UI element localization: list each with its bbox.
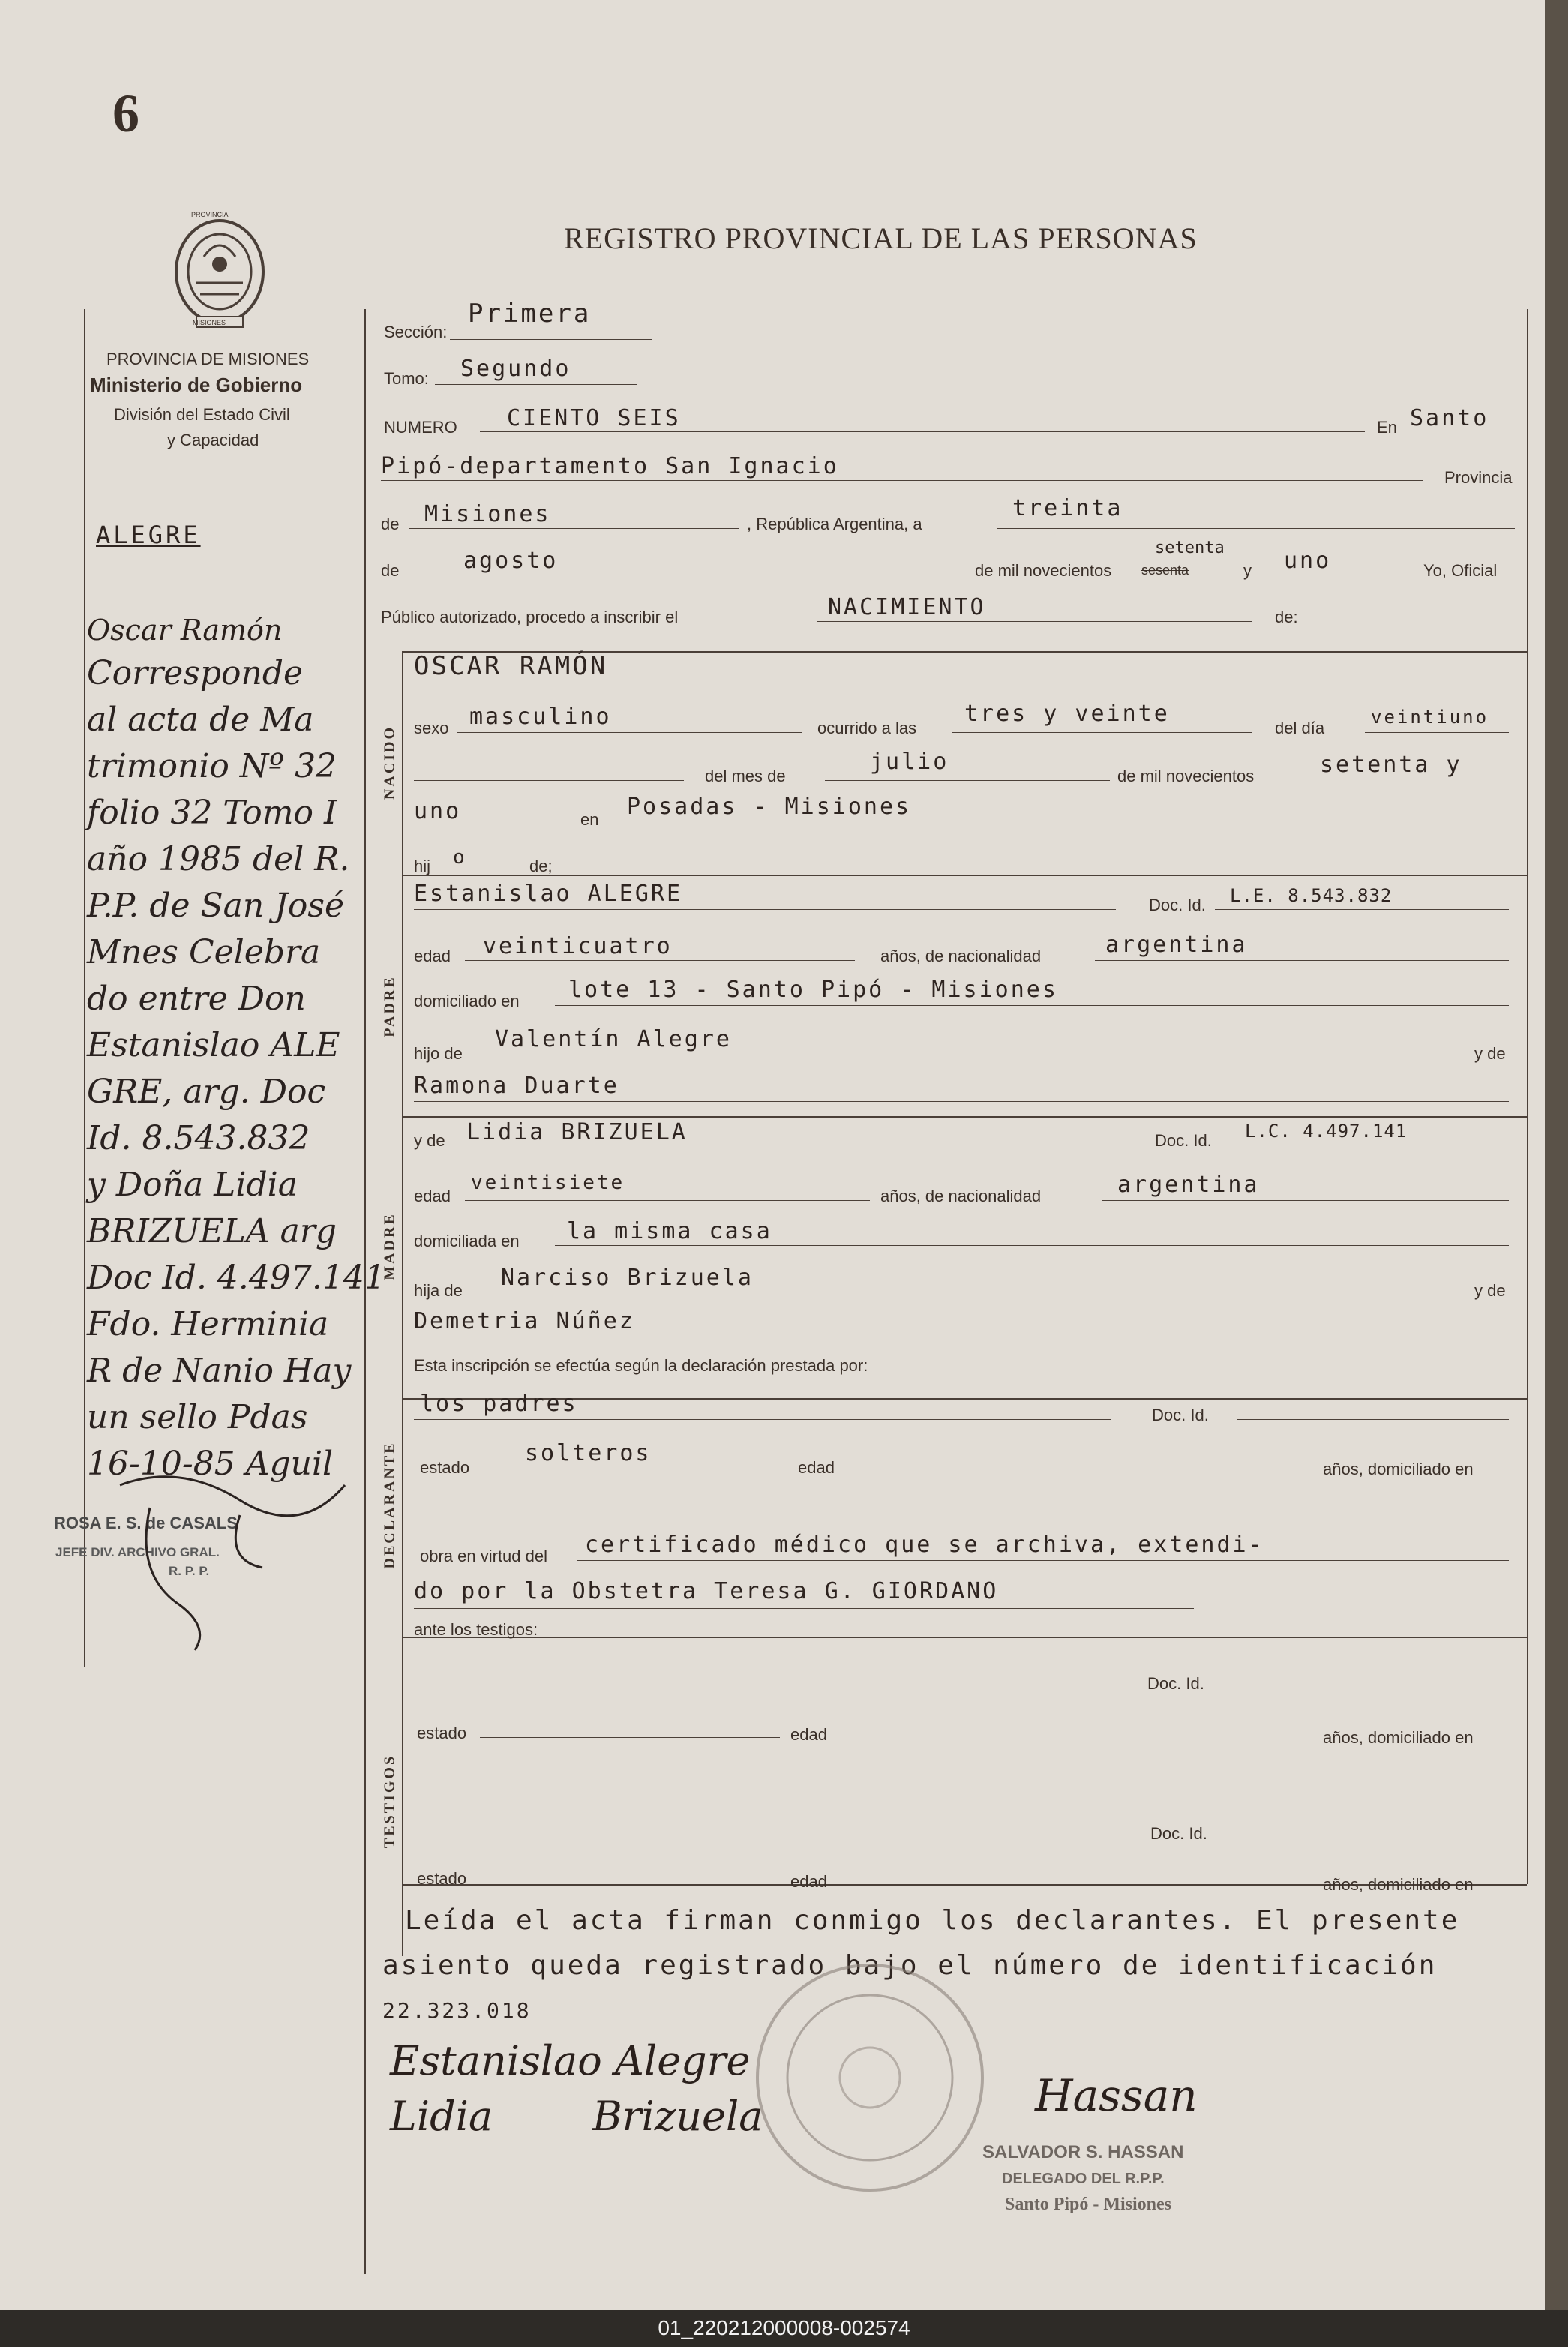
- label-estado-testigo1: estado: [417, 1724, 467, 1742]
- padre-domicilio: lote 13 - Santo Pipó - Misiones: [568, 977, 1058, 1003]
- registry-round-stamp: [750, 1958, 990, 2198]
- label-y-de-madre2: y de: [1474, 1281, 1506, 1300]
- madre-madre: Demetria Núñez: [414, 1308, 635, 1334]
- margin-note-line: Corresponde: [87, 654, 304, 692]
- label-edad-declarante: edad: [798, 1458, 835, 1477]
- label-en: En: [1377, 418, 1397, 437]
- label-de-semi: de;: [529, 857, 553, 875]
- archive-stamp-org: R. P. P.: [169, 1564, 210, 1578]
- side-label-nacido: NACIDO: [381, 725, 398, 800]
- label-anios-nac-padre: años, de nacionalidad: [880, 947, 1042, 965]
- signature-mother-last: Brizuela: [592, 2093, 763, 2140]
- padre-nacionalidad: argentina: [1105, 932, 1248, 958]
- margin-note-line: 16-10-85 Aguil: [87, 1445, 334, 1483]
- madre-padre: Narciso Brizuela: [501, 1265, 754, 1291]
- padre-madre: Ramona Duarte: [414, 1073, 619, 1099]
- label-obra: obra en virtud del: [420, 1547, 547, 1565]
- margin-note-line: Fdo. Herminia: [87, 1305, 329, 1343]
- label-de-mil: de mil novecientos: [975, 561, 1112, 580]
- label-en-lugar: en: [580, 810, 599, 829]
- value-anio-tachado: sesenta: [1141, 563, 1189, 578]
- label-anios-dom-declarante: años, domiciliado en: [1323, 1460, 1474, 1478]
- label-de: de: [381, 515, 400, 533]
- label-edad-testigo2: edad: [790, 1872, 827, 1891]
- label-doc-id-testigo1: Doc. Id.: [1147, 1674, 1204, 1693]
- label-estado-declarante: estado: [420, 1458, 470, 1477]
- label-publico: Público autorizado, procedo a inscribir el: [381, 608, 679, 626]
- coat-of-arms-emblem: [166, 212, 273, 332]
- label-yo-oficial: Yo, Oficial: [1423, 561, 1498, 580]
- value-mes-inscripcion: agosto: [463, 548, 559, 574]
- margin-note-line: GRE, arg. Doc: [87, 1073, 326, 1111]
- signature-father: Estanislao Alegre: [390, 2037, 751, 2084]
- margin-note-line: Id. 8.543.832: [87, 1119, 310, 1157]
- archive-stamp-title: JEFE DIV. ARCHIVO GRAL.: [55, 1545, 220, 1559]
- label-y-de-padre: y de: [1474, 1044, 1506, 1063]
- officer-stamp-place: Santo Pipó - Misiones: [1005, 2195, 1172, 2214]
- section-divider: [402, 1637, 1527, 1638]
- padre-nombre: Estanislao ALEGRE: [414, 881, 683, 907]
- declarante-obra-2: do por la Obstetra Teresa G. GIORDANO: [414, 1578, 999, 1604]
- division-heading: División del Estado Civil: [114, 405, 290, 424]
- nacido-hijo-sufijo: o: [453, 846, 467, 869]
- label-hijo: hij: [414, 857, 431, 875]
- label-sexo: sexo: [414, 719, 449, 737]
- madre-edad: veintisiete: [471, 1172, 625, 1194]
- value-seccion: Primera: [468, 299, 592, 329]
- archivist-signature: [90, 1455, 360, 1658]
- madre-doc: L.C. 4.497.141: [1245, 1121, 1408, 1142]
- margin-note-line: al acta de Ma: [87, 701, 314, 739]
- label-edad-padre: edad: [414, 947, 451, 965]
- value-en: Santo: [1410, 405, 1489, 431]
- padre-doc: L.E. 8.543.832: [1230, 885, 1393, 906]
- side-label-declarante: DECLARANTE: [381, 1441, 398, 1569]
- value-dia-inscripcion: treinta: [1012, 495, 1123, 521]
- nacido-mes: julio: [870, 749, 949, 775]
- label-de: de: [381, 561, 400, 580]
- signature-officer: Hassan: [1035, 2070, 1198, 2121]
- margin-left-rule: [84, 309, 85, 1667]
- label-edad-madre: edad: [414, 1187, 451, 1205]
- margin-surname: ALEGRE: [96, 521, 201, 549]
- value-tomo: Segundo: [460, 356, 571, 382]
- nacido-nombre: OSCAR RAMÓN: [414, 651, 608, 681]
- closing-line-1: Leída el acta firman conmigo los declarantes. El presente: [405, 1905, 1460, 1936]
- value-acto: NACIMIENTO: [828, 594, 986, 620]
- side-label-padre: PADRE: [381, 975, 398, 1037]
- label-de-colon: de:: [1275, 608, 1298, 626]
- label-doc-id-padre: Doc. Id.: [1149, 896, 1206, 914]
- label-y: y: [1243, 561, 1252, 580]
- madre-nombre: Lidia BRIZUELA: [466, 1119, 688, 1145]
- madre-domicilio: la misma casa: [567, 1218, 772, 1244]
- declarante-por: los padres: [420, 1391, 578, 1417]
- side-label-madre: MADRE: [381, 1212, 398, 1280]
- label-domiciliado-padre: domiciliado en: [414, 992, 520, 1010]
- label-doc-id-testigo2: Doc. Id.: [1150, 1824, 1207, 1843]
- declarante-estado: solteros: [525, 1440, 652, 1466]
- page-number: 6: [112, 83, 139, 143]
- margin-note-line: Mnes Celebra: [87, 933, 321, 971]
- nacido-lugar: Posadas - Misiones: [627, 794, 912, 820]
- book-binding: [1545, 0, 1568, 2310]
- margin-note-line: do entre Don: [87, 980, 306, 1018]
- margin-note-line: R de Nanio Hay: [87, 1352, 352, 1390]
- section-label-rule: [402, 651, 403, 1956]
- margin-note-line: trimonio Nº 32: [87, 747, 337, 785]
- officer-stamp-title: DELEGADO DEL R.P.P.: [1002, 2171, 1165, 2187]
- signature-mother-first: Lidia: [390, 2093, 493, 2140]
- nacido-anio-cont: uno: [414, 798, 462, 824]
- closing-line-3: 22.323.018: [382, 1998, 532, 2023]
- margin-note-line: P.P. de San José: [87, 887, 344, 925]
- padre-edad: veinticuatro: [483, 933, 673, 959]
- label-de-mil-nacido: de mil novecientos: [1117, 767, 1255, 785]
- value-provincia: Misiones: [424, 501, 551, 527]
- archive-stamp-name: ROSA E. S. de CASALS: [54, 1514, 238, 1532]
- nacido-hora: tres y veinte: [964, 701, 1170, 727]
- seal-text-top: PROVINCIA: [191, 211, 229, 218]
- margin-note-line: folio 32 Tomo I: [87, 794, 337, 832]
- label-ocurrido: ocurrido a las: [817, 719, 917, 737]
- officer-stamp-name: SALVADOR S. HASSAN: [982, 2142, 1184, 2162]
- nacido-dia: veintiuno: [1371, 707, 1489, 728]
- label-ante: ante los testigos:: [414, 1620, 538, 1639]
- madre-nacionalidad: argentina: [1117, 1172, 1260, 1198]
- label-doc-id-declarante: Doc. Id.: [1152, 1406, 1209, 1424]
- label-estado-testigo2: estado: [417, 1869, 467, 1888]
- margin-given-names: Oscar Ramón: [87, 614, 283, 647]
- label-republica: , República Argentina, a: [747, 515, 922, 533]
- label-tomo: Tomo:: [384, 369, 429, 388]
- section-divider: [402, 1116, 1527, 1118]
- ministry-heading: Ministerio de Gobierno: [90, 374, 303, 396]
- label-anios-nac-madre: años, de nacionalidad: [880, 1187, 1042, 1205]
- footer-identifier: 01_220212000008-002574: [658, 2316, 910, 2339]
- label-anios-dom-testigo1: años, domiciliado en: [1323, 1728, 1474, 1747]
- value-numero: CIENTO SEIS: [507, 405, 681, 431]
- declarante-obra-1: certificado médico que se archiva, extendi-: [585, 1532, 1264, 1558]
- seal-text-bottom: MISIONES: [193, 319, 226, 326]
- label-domiciliada-madre: domiciliada en: [414, 1232, 520, 1250]
- padre-padre: Valentín Alegre: [495, 1026, 732, 1052]
- margin-note-line: y Doña Lidia: [87, 1166, 298, 1204]
- value-anio-unidad: uno: [1284, 548, 1332, 574]
- section-divider: [402, 875, 1527, 876]
- label-seccion: Sección:: [384, 323, 448, 341]
- nacido-anio: setenta y: [1320, 752, 1462, 778]
- value-lugar: Pipó-departamento San Ignacio: [381, 453, 839, 479]
- value-anio-corregido: setenta: [1155, 539, 1225, 557]
- label-provincia: Provincia: [1444, 468, 1513, 487]
- side-label-testigos: TESTIGOS: [381, 1754, 398, 1849]
- label-edad-testigo1: edad: [790, 1725, 827, 1744]
- margin-note-line: BRIZUELA arg: [87, 1212, 337, 1250]
- label-hijo-de-padre: hijo de: [414, 1044, 463, 1063]
- province-heading: PROVINCIA DE MISIONES: [106, 350, 310, 368]
- margin-note-line: Doc Id. 4.497.141: [87, 1259, 385, 1297]
- label-numero: NUMERO: [384, 418, 457, 437]
- right-frame-rule: [1527, 309, 1528, 1884]
- margin-note-line: año 1985 del R.: [87, 840, 350, 878]
- label-doc-id-madre: Doc. Id.: [1155, 1131, 1212, 1150]
- label-anios-dom-testigo2: años, domiciliado en: [1323, 1875, 1474, 1894]
- capacity-heading: y Capacidad: [167, 431, 259, 449]
- document-title: REGISTRO PROVINCIAL DE LAS PERSONAS: [564, 221, 1198, 255]
- closing-line-2: asiento queda registrado bajo el número de identificación: [382, 1950, 1438, 1981]
- label-y-de-madre: y de: [414, 1131, 445, 1150]
- nacido-sexo: masculino: [469, 704, 612, 730]
- label-del-dia: del día: [1275, 719, 1325, 737]
- label-inscripcion: Esta inscripción se efectúa según la declaración prestada por:: [414, 1356, 868, 1375]
- label-hija-de: hija de: [414, 1281, 463, 1300]
- margin-note-line: Estanislao ALE: [87, 1026, 340, 1064]
- margin-note-line: un sello Pdas: [87, 1398, 308, 1436]
- label-del-mes: del mes de: [705, 767, 786, 785]
